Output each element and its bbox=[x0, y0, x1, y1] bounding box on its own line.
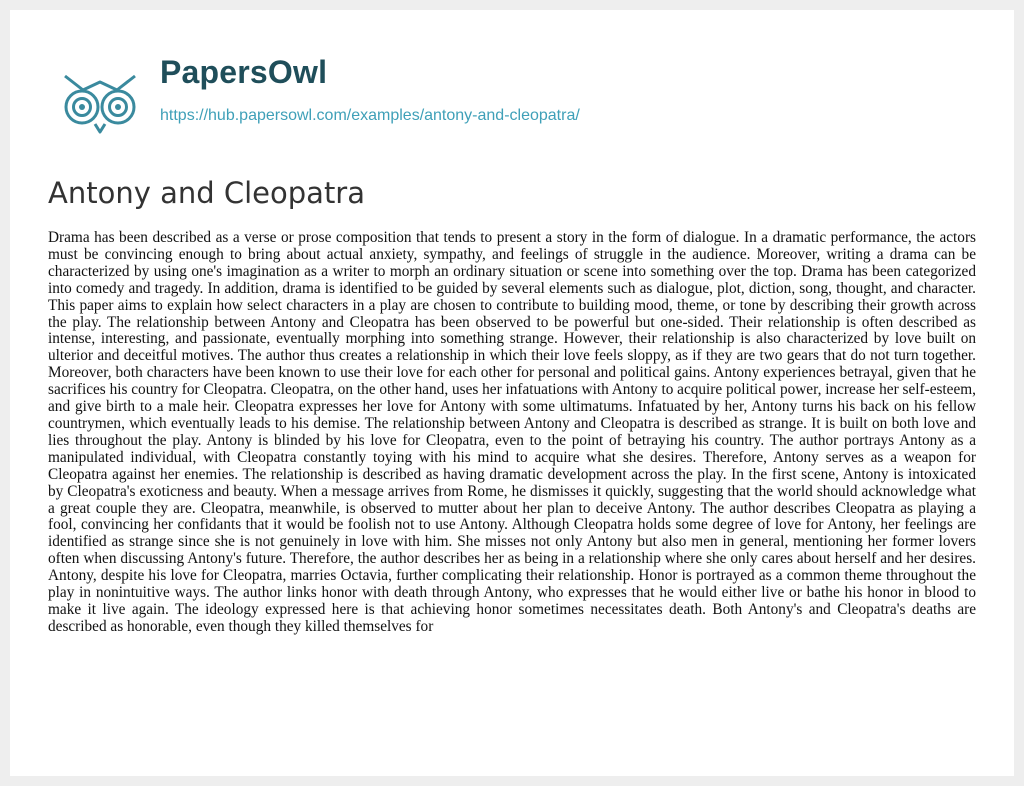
article-body: Drama has been described as a verse or prose composition that tends to present a story in the form of dialogue. In a dramatic performance, the actors must be convincing enough to bring about actual anxiety, sympathy, and feelings of struggle in the audience. Moreover, writing a drama can be characterized by using one's imagination as a writer to morph an ordinary situation or scene into something over the top. Drama has been categorized into comedy and tragedy. In addition, drama is identified to be guided by several elements such as dialogue, plot, diction, song, thought, and character. This paper aims to explain how select characters in a play are chosen to contribute to building mood, theme, or tone by describing their growth across the play. The relationship between Antony and Cleopatra has been observed to be powerful but one-sided. Their relationship is often described as intense, interesting, and passionate, eventually morphing into something strange. However, their relationship is also characterized by love built on ulterior and deceitful motives. The author thus creates a relationship in which their love feels sloppy, as if they are two gears that do not turn together. Moreover, both characters have been known to use their love for each other for personal and political gains. Antony experiences betrayal, given that he sacrifices his country for Cleopatra. Cleopatra, on the other hand, uses her infatuations with Antony to acquire political power, increase her self-esteem, and give birth to a male heir. Cleopatra expresses her love for Antony with some ultimatums. Infatuated by her, Antony turns his back on his fellow countrymen, which eventually leads to his demise. The relationship between Antony and Cleopatra is described as strange. It is built on both love and lies throughout the play. Antony is blinded by his love for Cleopatra, even to the point of betraying his country. The author portrays Antony as a manipulated individual, with Cleopatra constantly toying with his mind to acquire what she desires. Therefore, Antony serves as a weapon for Cleopatra against her enemies. The relationship is described as having dramatic development across the play. In the first scene, Antony is intoxicated by Cleopatra's exoticness and beauty. When a message arrives from Rome, he dismisses it quickly, suggesting that the world should acknowledge what a great couple they are. Cleopatra, meanwhile, is observed to mutter about her plan to deceive Antony. The author describes Cleopatra as playing a fool, convincing her confidants that it would be foolish not to use Antony. Although Cleopatra holds some degree of love for Antony, her feelings are identified as strange since she is not genuinely in love with him. She misses not only Antony but also men in general, mentioning her former lovers often when discussing Antony's future. Therefore, the author describes her as being in a relationship where she only cares about herself and her desires. Antony, despite his love for Cleopatra, marries Octavia, further complicating their relationship. Honor is portrayed as a common theme throughout the play in nonintuitive ways. The author links honor with death through Antony, who expresses that he would either live or bathe his honor in blood to make it live again. The ideology expressed here is that achieving honor sometimes necessitates death. Both Antony's and Cleopatra's deaths are described as honorable, even though they killed themselves for bbox=[48, 229, 976, 635]
document-page bbox=[10, 10, 1014, 776]
article-title: Antony and Cleopatra bbox=[48, 176, 366, 210]
brand-name[interactable]: PapersOwl bbox=[160, 54, 328, 90]
owl-logo-icon bbox=[55, 70, 145, 136]
site-header bbox=[10, 10, 1014, 160]
source-url-link[interactable]: https://hub.papersowl.com/examples/antony-and-cleopatra/ bbox=[160, 107, 580, 124]
